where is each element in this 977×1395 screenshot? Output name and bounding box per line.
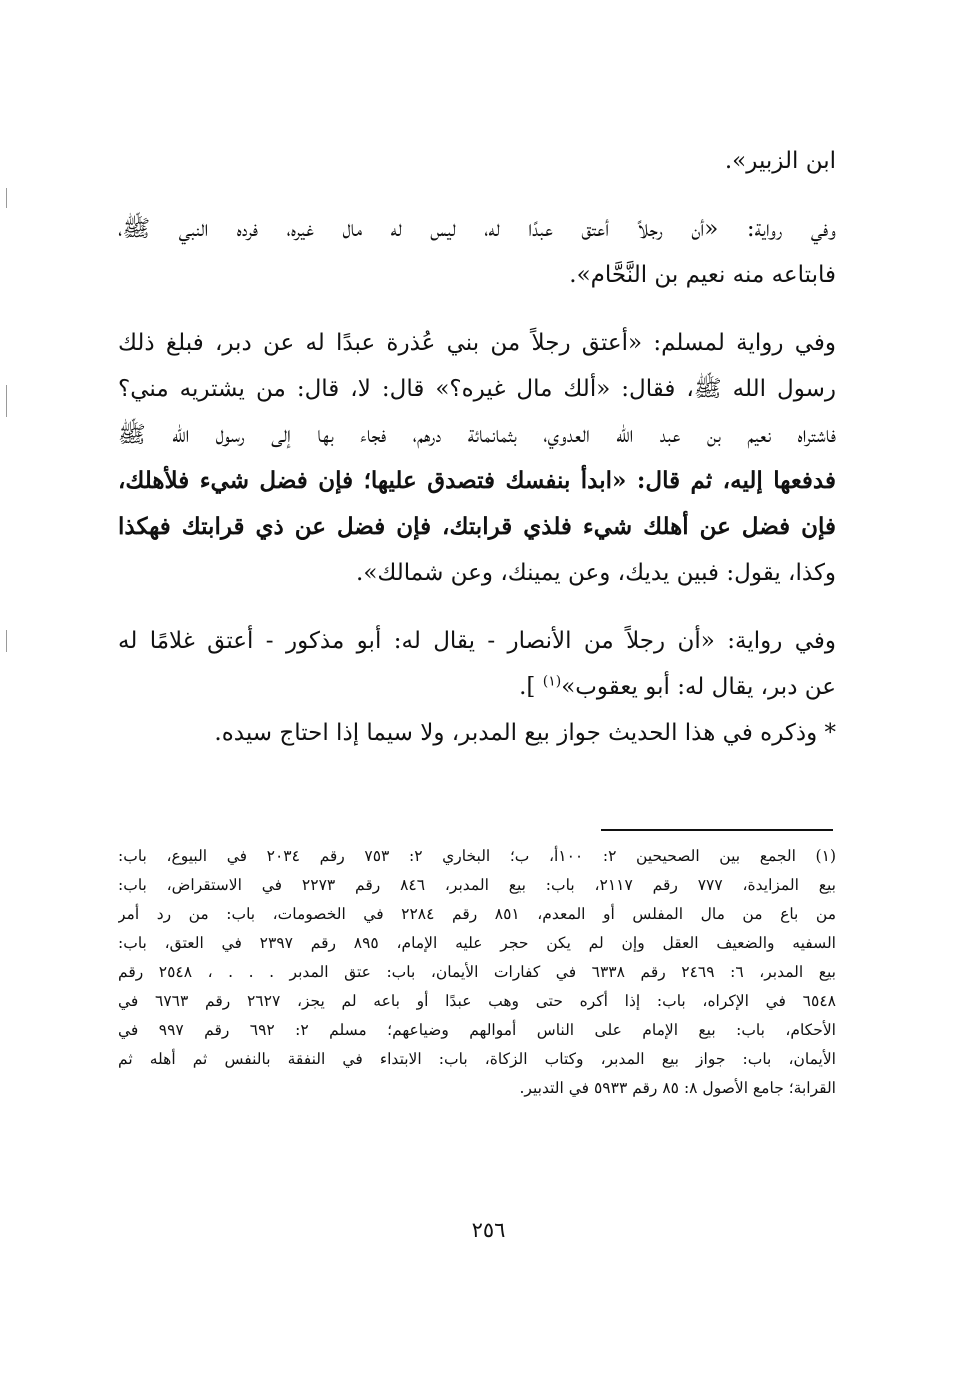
scan-mark-top	[6, 188, 7, 208]
text-line: وفي رواية: «أن رجلاً أعتق عبدًا له، ليس له مال غيره، فرده النبي ﷺ،	[118, 216, 836, 242]
text-line: وكذا، يقول: فبين يديك، وعن يمينك، وعن شمالك».	[356, 560, 836, 586]
footnote-line: بيع المدبر، ٦: ٢٤٦٩ رقم ٦٣٣٨ في كفارات الأيمان، باب: عتق المدبر . . . ، ٢٥٤٨ رقم	[118, 963, 836, 981]
text-line: وفي رواية لمسلم: «أعتق رجلاً من بني عُذرة عبدًا له عن دبر، فبلغ ذلك	[118, 330, 836, 356]
text-line: * وذكره في هذا الحديث جواز بيع المدبر، ولا سيما إذا احتاج سيده.	[214, 720, 836, 746]
text-line: ابن الزبير».	[724, 148, 836, 174]
scan-mark-middle	[6, 385, 7, 417]
footnote-line: السفيه والضعيف العقل وإن لم يكن حجر عليه الإمام، ٨٩٥ رقم ٢٣٩٧ في العتق، باب:	[118, 934, 836, 952]
text-line: فاشتراه نعيم بن عبد الله العدوي، بثمانمائة درهم، فجاء بها إلى رسول الله ﷺ	[118, 422, 836, 448]
paragraph-2	[118, 206, 836, 298]
footnote-line: بيع المزايدة، ٧٧٧ رقم ٢١١٧، باب: بيع المدبر، ٨٤٦ رقم ٢٢٧٣ في الاستقراض، باب:	[118, 876, 836, 894]
footnotes	[118, 842, 836, 1103]
paragraph-4	[118, 618, 836, 756]
text-line: فابتاعه منه نعيم بن النَّحَّام».	[569, 262, 836, 288]
scan-mark-lower	[6, 630, 7, 652]
footnote-line: (١) الجمع بين الصحيحين ٢: ١٠٠أ، ب؛ البخاري ٢: ٧٥٣ رقم ٢٠٣٤ في البيوع، باب:	[118, 847, 836, 865]
text-line: فإن فضل عن أهلك شيء فلذي قرابتك، فإن فضل عن ذي قرابتك فهكذا	[118, 513, 836, 540]
footnote-line: الأيمان، باب: جواز بيع المدبر، وكتاب الزكاة، باب: الابتداء في النفقة بالنفس ثم أهله ثم	[118, 1050, 836, 1068]
footnote-line: الأحكام، باب: بيع الإمام على الناس أموالهم وضياعهم؛ مسلم ٢: ٦٩٢ رقم ٩٩٧ في	[118, 1021, 836, 1039]
text-line: فدفعها إليه، ثم قال: «ابدأ بنفسك فتصدق عليها؛ فإن فضل شيء فلأهلك،	[118, 467, 836, 494]
footnote-marker: (١)	[542, 673, 562, 690]
text-line: رسول الله ﷺ، فقال: «ألك مال غيره؟» قال: لا، قال: من يشتريه مني؟	[118, 376, 836, 402]
text-fragment: ].	[519, 674, 536, 700]
text-fragment: عن دبر، يقال له: أبو يعقوب»	[561, 674, 836, 700]
footnote-line: من باع من مال المفلس أو المعدم، ٨٥١ رقم ٢٢٨٤ في الخصومات، باب: من رد أمر	[118, 905, 836, 923]
footnote-line: ٦٥٤٨ في الإكراه، باب: إذا أكره حتى وهب عبدًا أو باعه لم يجز، ٢٦٢٧ رقم ٦٧٦٣ في	[118, 992, 836, 1010]
main-text	[118, 138, 836, 778]
text-line: وفي رواية: «أن رجلاً من الأنصار - يقال له: أبو مذكور - أعتق غلامًا له	[118, 628, 836, 654]
text-line	[118, 664, 836, 710]
page-number: ٢٥٦	[471, 1218, 506, 1242]
footnote-line: القرابة؛ جامع الأصول ٨: ٨٥ رقم ٥٩٣٣ في التدبير.	[519, 1079, 836, 1097]
footnote-separator	[601, 829, 833, 831]
paragraph-1	[118, 138, 836, 184]
paragraph-3	[118, 320, 836, 596]
